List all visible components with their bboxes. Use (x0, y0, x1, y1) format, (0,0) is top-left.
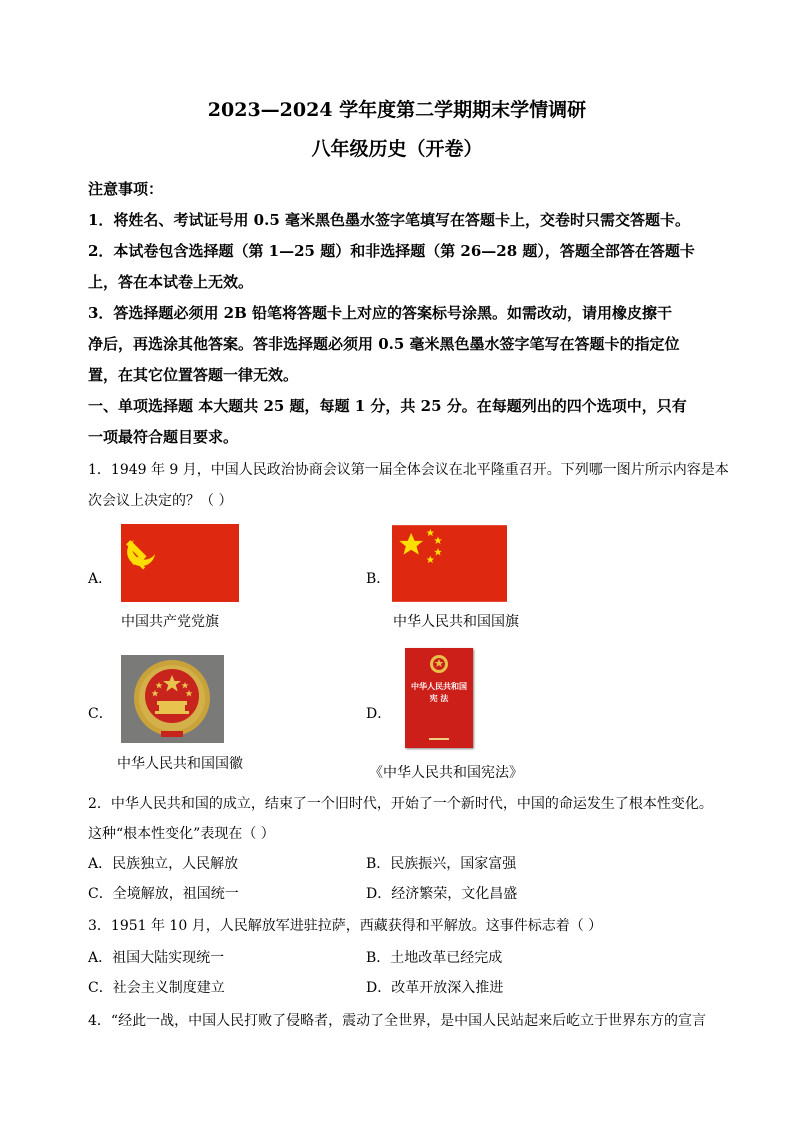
notice-item-2-line1: 2．本试卷包含选择题（第 1—25 题）和非选择题（第 26—28 题），答题全部答在答题卡 (88, 242, 695, 260)
q3-option-b: B．土地改革已经完成 (366, 950, 503, 966)
section-1-line1: 一、单项选择题 本大题共 25 题，每题 1 分，共 25 分。在每题列出的四个选项中，只有 (88, 397, 687, 415)
q1-option-a-label: A． (88, 571, 113, 587)
notice-item-2-line2: 上，答在本试卷上无效。 (88, 273, 254, 291)
q2-option-c: C．全境解放，祖国统一 (88, 886, 239, 902)
q2-option-b: B．民族振兴，国家富强 (366, 856, 517, 872)
q1-option-a-caption: 中国共产党党旗 (121, 614, 219, 630)
notice-item-3-line2: 净后，再选涂其他答案。答非选择题必须用 0.5 毫米黑色墨水签字笔写在答题卡的指定位 (88, 335, 680, 353)
q2-option-d: D．经济繁荣，文化昌盛 (366, 886, 518, 902)
national-flag-image (392, 525, 507, 602)
q1-option-c-caption: 中华人民共和国国徽 (117, 756, 243, 772)
exam-subtitle: 八年级历史（开卷） (311, 138, 483, 160)
q1-option-d-caption: 《中华人民共和国宪法》 (369, 765, 523, 781)
constitution-book-image (405, 648, 473, 748)
q1-option-b-label: B． (366, 571, 391, 587)
book-title-line2: 宪 法 (429, 693, 449, 703)
section-1-line2: 一项最符合题目要求。 (88, 428, 239, 446)
exam-title: 2023—2024 学年度第二学期期末学情调研 (207, 99, 587, 121)
q3-stem: 3．1951 年 10 月，人民解放军进驻拉萨，西藏获得和平解放。这事件标志着（ ） (88, 918, 603, 934)
q3-option-c: C．社会主义制度建立 (88, 980, 225, 996)
national-emblem-image (121, 655, 224, 743)
q2-stem-line1: 2．中华人民共和国的成立，结束了一个旧时代，开始了一个新时代，中国的命运发生了根本性变化。 (88, 796, 713, 812)
q1-option-c-label: C． (88, 706, 113, 722)
notice-heading: 注意事项： (88, 180, 164, 198)
q4-stem: 4．“经此一战，中国人民打败了侵略者，震动了全世界，是中国人民站起来后屹立于世界东方的宣言 (88, 1013, 707, 1029)
party-flag-image (121, 524, 239, 602)
q2-option-a: A．民族独立，人民解放 (88, 856, 239, 872)
notice-item-3-line1: 3．答选择题必须用 2B 铅笔将答题卡上对应的答案标号涂黑。如需改动，请用橡皮擦干 (88, 304, 673, 322)
q3-option-d: D．改革开放深入推进 (366, 980, 504, 996)
q1-stem-line2: 次会议上决定的？（ ） (88, 493, 233, 509)
book-title-line1: 中华人民共和国 (411, 681, 467, 691)
q1-option-d-label: D． (366, 706, 392, 722)
notice-item-1: 1．将姓名、考试证号用 0.5 毫米黑色墨水签字笔填写在答题卡上，交卷时只需交答题卡。 (88, 211, 690, 229)
q2-stem-line2: 这种“根本性变化”表现在（ ） (88, 826, 275, 842)
q1-stem-line1: 1．1949 年 9 月，中国人民政治协商会议第一届全体会议在北平隆重召开。下列哪一图片所示内容是本 (88, 462, 729, 478)
notice-item-3-line3: 置，在其它位置答题一律无效。 (88, 366, 299, 384)
q1-option-b-caption: 中华人民共和国国旗 (393, 614, 519, 630)
q3-option-a: A．祖国大陆实现统一 (88, 950, 225, 966)
